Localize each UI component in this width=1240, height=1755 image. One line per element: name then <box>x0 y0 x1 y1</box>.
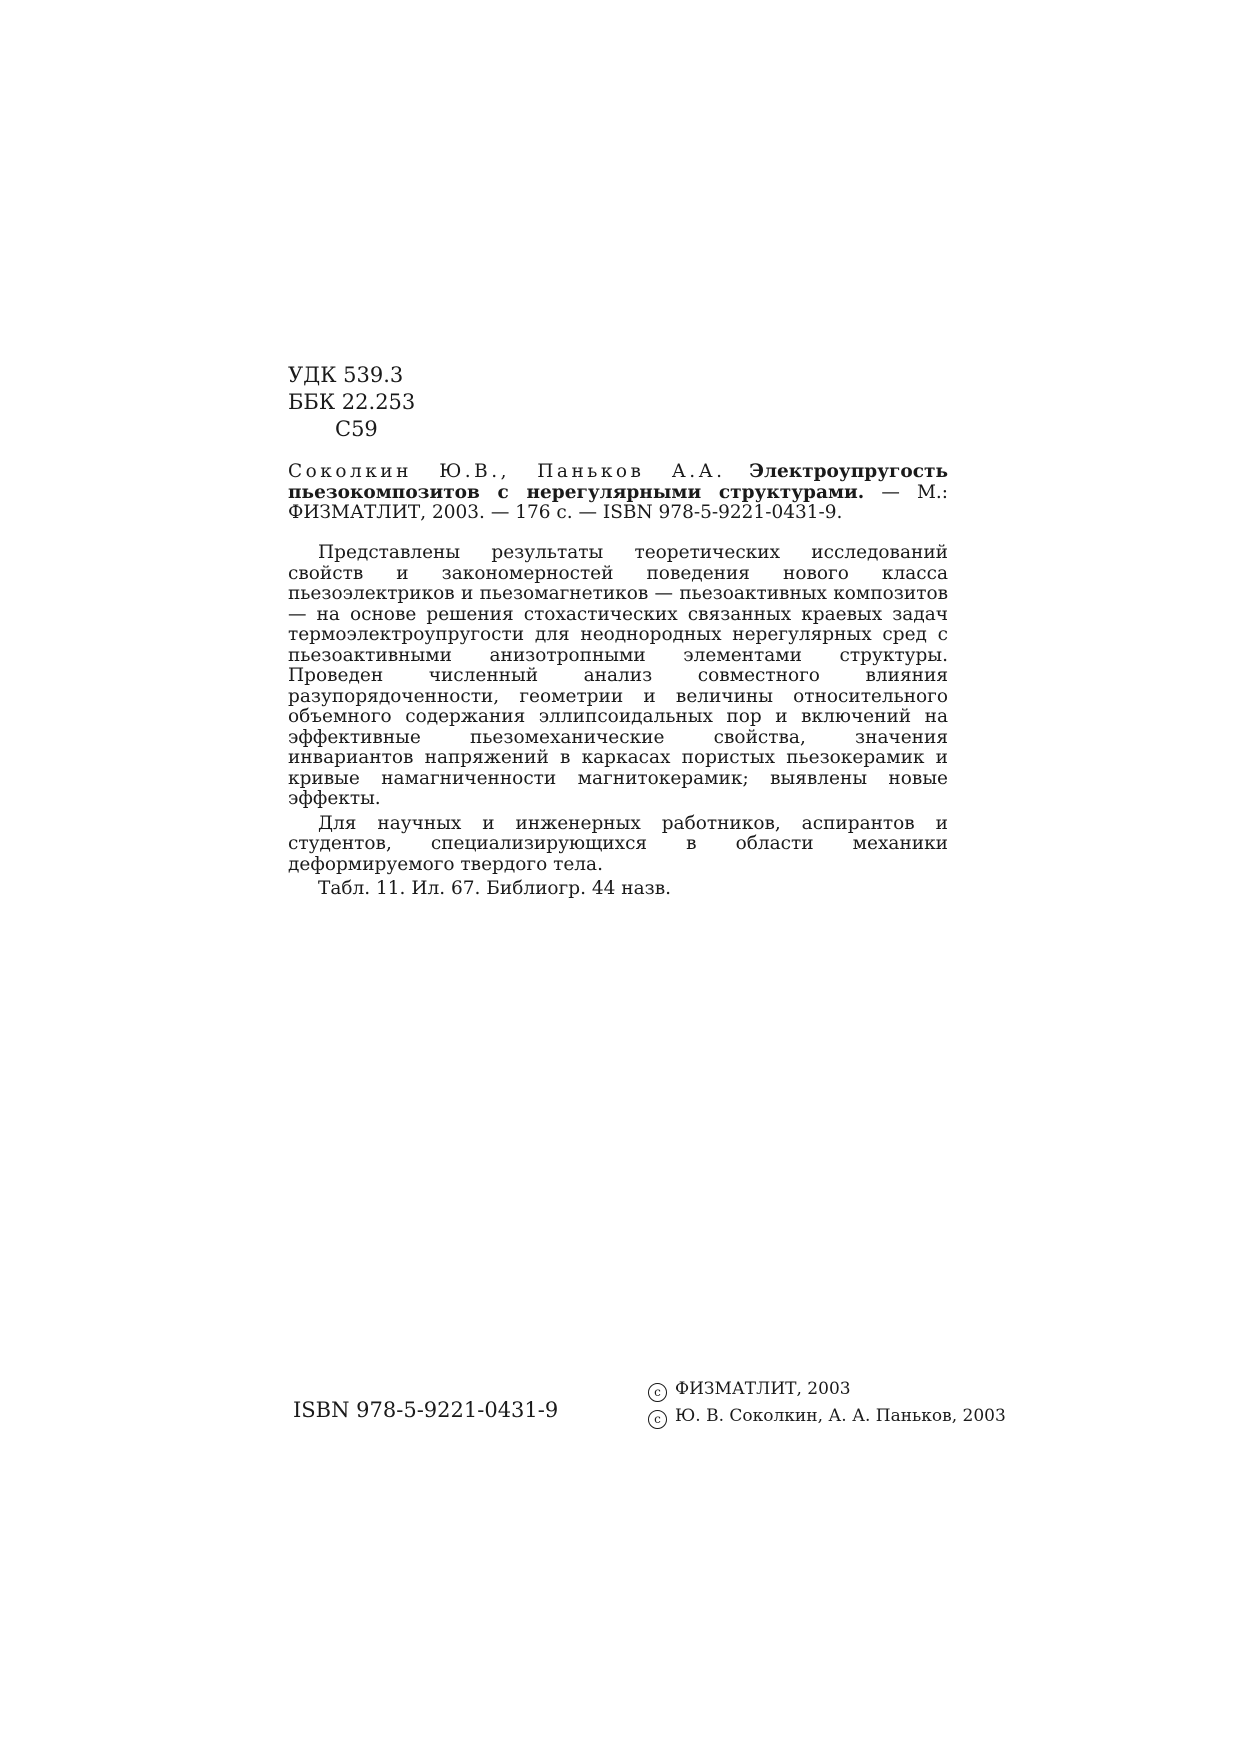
author-mark: С59 <box>335 417 378 441</box>
bibliographic-description <box>288 462 948 524</box>
abstract-paragraph: Представлены результаты теоретических исследований свойств и закономерностей поведения нового класса пьезоэлектриков и пьезомагнетиков — пьезоактивных композитов — на основе решения стохастических связанных краевых задач термоэлектроупругости для неоднородных нерегулярных сред с пьезоактивными анизотропными элементами структуры. Проведен численный анализ совместного влияния разупорядоченности, геометрии и величины относительного объемного содержания эллипсоидальных пор и включений на эффективные пьезомеханические свойства, значения инвариантов напряжений в каркасах пористых пьезокерамик и кривые намагниченности магнитокерамик; выявлены новые эффекты. <box>288 542 948 809</box>
copyright-publisher: ФИЗМАТЛИТ, 2003 <box>675 1379 851 1399</box>
stats-line: Табл. 11. Ил. 67. Библиогр. 44 назв. <box>318 878 672 899</box>
copyright-authors-line <box>648 1403 1006 1430</box>
book-authors: Соколкин Ю.В., Паньков А.А. <box>288 461 726 482</box>
isbn-footer: ISBN 978-5-9221-0431-9 <box>293 1398 559 1422</box>
bbk-code: ББК 22.253 <box>288 390 416 414</box>
audience-paragraph: Для научных и инженерных работников, аспирантов и студентов, специализирующихся в области механики деформируемого твердого тела. <box>288 812 948 875</box>
copyright-authors: Ю. В. Соколкин, А. А. Паньков, 2003 <box>675 1406 1006 1426</box>
classification-block <box>288 362 415 443</box>
copyright-block <box>648 1376 1006 1430</box>
copyright-icon: c <box>648 1383 667 1402</box>
copyright-icon: c <box>648 1410 667 1429</box>
copyright-publisher-line <box>648 1376 1006 1403</box>
publication-details: — М.: ФИЗМАТЛИТ, 2003. — 176 с. — ISBN 978-5-9221-0431-9. <box>288 481 949 523</box>
abstract-block <box>288 543 948 904</box>
udk-code: УДК 539.3 <box>288 363 404 387</box>
book-title: Электроупругость пьезокомпозитов с нерегулярными структурами. <box>288 461 948 503</box>
